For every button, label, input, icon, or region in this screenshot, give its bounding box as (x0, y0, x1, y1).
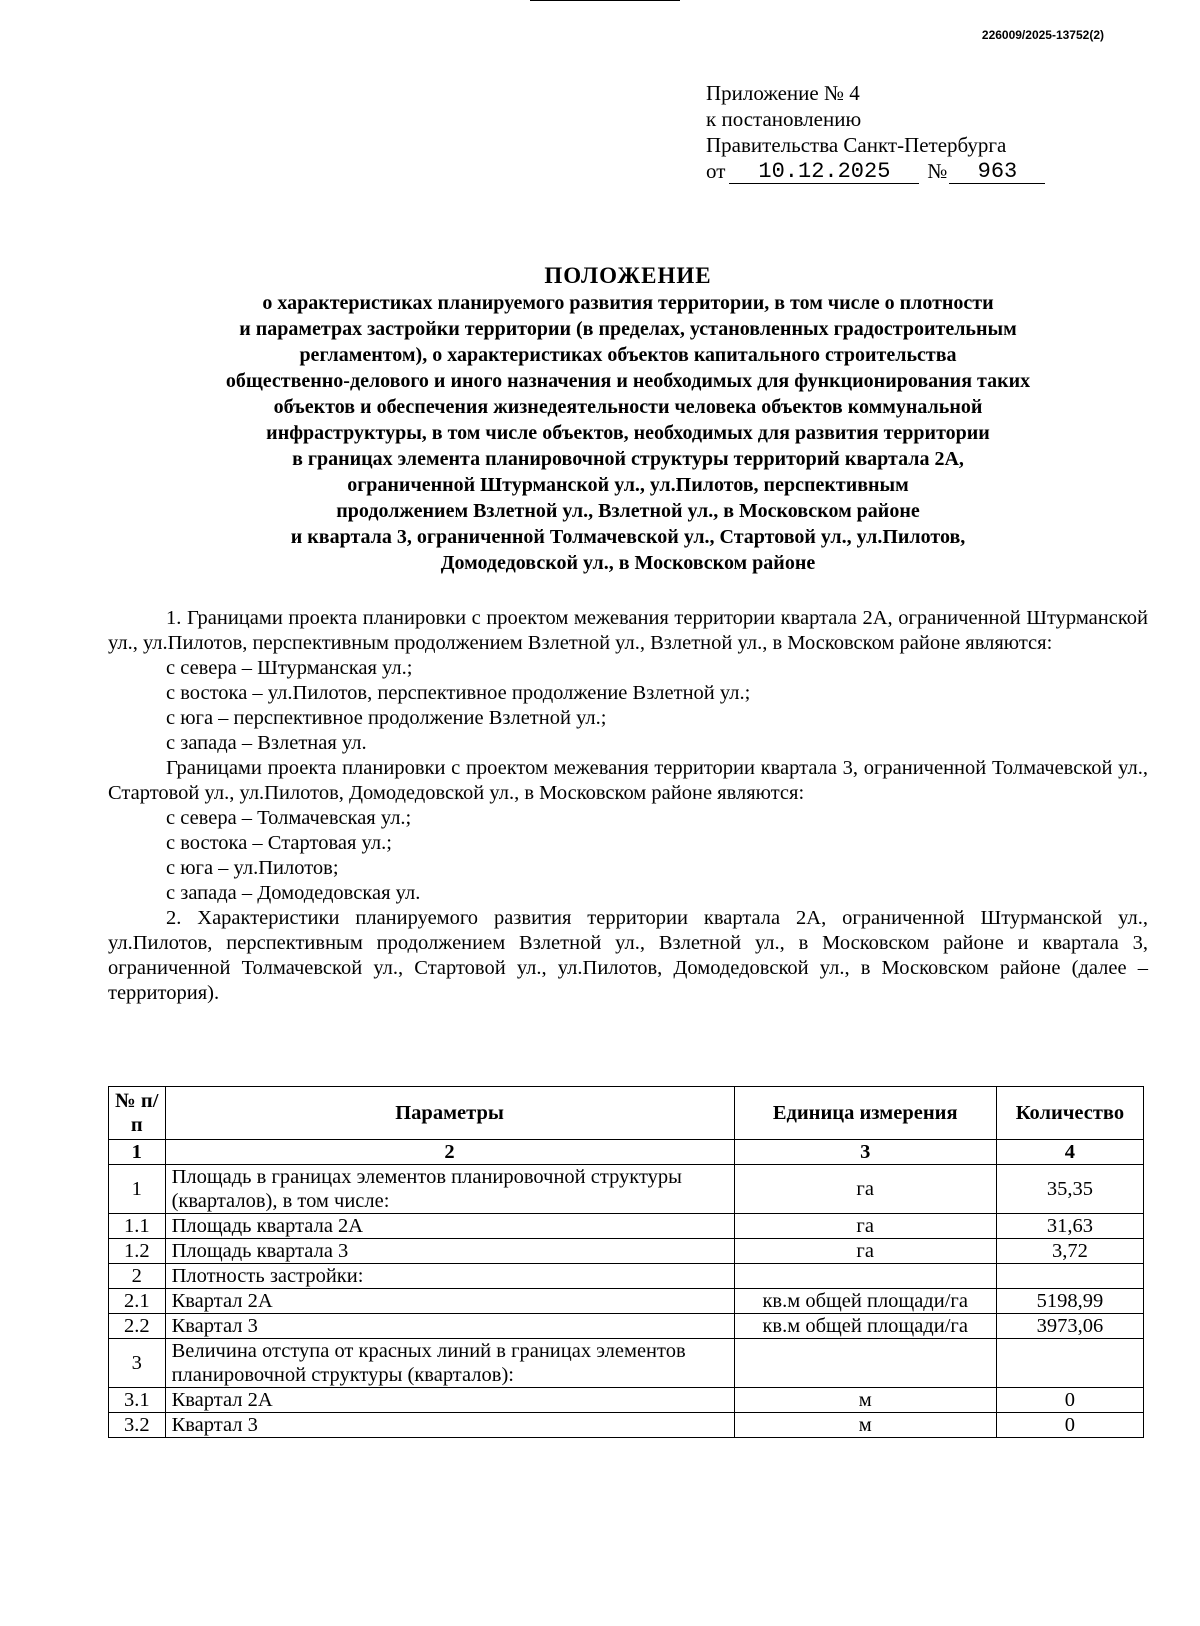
row-number-cell: 1.2 (109, 1239, 166, 1264)
title-line: о характеристиках планируемого развития территории, в том числе о плотности (262, 292, 994, 314)
title-line: объектов и обеспечения жизнедеятельности человека объектов коммунальной (273, 396, 983, 418)
row-unit-cell: га (734, 1239, 996, 1264)
table-row (109, 1165, 1144, 1214)
row-number-cell: 1.1 (109, 1214, 166, 1239)
row-unit-cell: кв.м общей площади/га (734, 1314, 996, 1339)
paragraph-3: 2. Характеристики планируемого развития территории квартала 2А, ограниченной Штурманской ул., ул.Пилотов, перспективным продолжением Взлетной ул., Взлетной ул., в Московском районе и квартала 3, ограниченной Толмачевской ул., Стартовой ул., ул.Пилотов, Домодедовской ул., в Московском районе (далее – территория). (108, 907, 1148, 1004)
row-param-cell: Площадь квартала 3 (165, 1239, 734, 1264)
row-qty-cell: 0 (996, 1413, 1143, 1438)
row-unit-cell: кв.м общей площади/га (734, 1289, 996, 1314)
column-index-row (109, 1140, 1144, 1165)
row-qty-cell: 5198,99 (996, 1289, 1143, 1314)
from-label: от (706, 159, 726, 183)
title-line: регламентом), о характеристиках объектов капитального строительства (299, 344, 957, 366)
row-unit-cell: м (734, 1388, 996, 1413)
index-cell: 2 (165, 1140, 734, 1165)
title-line: и квартала 3, ограниченной Толмачевской ул., Стартовой ул., ул.Пилотов, (290, 526, 966, 548)
annex-line-2: к постановлению (706, 107, 862, 131)
boundary-item: с востока – ул.Пилотов, перспективное продолжение Взлетной ул.; (166, 682, 751, 704)
title-line: инфраструктуры, в том числе объектов, необходимых для развития территории (266, 422, 990, 444)
boundary-item: с юга – ул.Пилотов; (166, 857, 339, 879)
resolution-number: 963 (949, 161, 1045, 184)
row-param-cell: Квартал 3 (165, 1314, 734, 1339)
row-unit-cell (734, 1339, 996, 1388)
number-label: № (927, 159, 948, 183)
table-row (109, 1239, 1144, 1264)
title-line: в границах элемента планировочной структуры территорий квартала 2А, (292, 448, 964, 470)
top-edge-line (530, 0, 680, 1)
row-number-cell: 3.2 (109, 1413, 166, 1438)
boundary-item: с востока – Стартовая ул.; (166, 832, 392, 854)
row-number-cell: 3 (109, 1339, 166, 1388)
row-qty-cell: 3973,06 (996, 1314, 1143, 1339)
title-line: ограниченной Штурманской ул., ул.Пилотов, перспективным (347, 474, 909, 496)
table-row (109, 1289, 1144, 1314)
row-number-cell: 3.1 (109, 1388, 166, 1413)
table-row (109, 1214, 1144, 1239)
document-title (108, 262, 1148, 576)
row-number-cell: 2.2 (109, 1314, 166, 1339)
row-unit-cell (734, 1264, 996, 1289)
boundary-item: с севера – Штурманская ул.; (166, 657, 413, 679)
title-line: общественно-делового и иного назначения и необходимых для функционирования таких (225, 370, 1031, 392)
paragraph-2: Границами проекта планировки с проектом межевания территории квартала 3, ограниченной Толмачевской ул., Стартовой ул., ул.Пилотов, Домодедовской ул., в Московском районе являются: (108, 757, 1148, 804)
row-qty-cell: 31,63 (996, 1214, 1143, 1239)
row-qty-cell: 0 (996, 1388, 1143, 1413)
row-qty-cell (996, 1264, 1143, 1289)
header-qty: Количество (996, 1087, 1143, 1140)
row-number-cell: 2.1 (109, 1289, 166, 1314)
boundary-item: с запада – Домодедовская ул. (166, 882, 421, 904)
row-qty-cell (996, 1339, 1143, 1388)
annex-date-row (706, 158, 1126, 184)
row-param-cell: Площадь квартала 2А (165, 1214, 734, 1239)
table-row (109, 1339, 1144, 1388)
table-row (109, 1413, 1144, 1438)
row-unit-cell: га (734, 1214, 996, 1239)
boundary-item: с юга – перспективное продолжение Взлетной ул.; (166, 707, 607, 729)
header-unit: Единица измерения (734, 1087, 996, 1140)
row-qty-cell: 3,72 (996, 1239, 1143, 1264)
document-id: 226009/2025-13752(2) (981, 28, 1104, 42)
row-number-cell: 1 (109, 1165, 166, 1214)
row-param-cell: Величина отступа от красных линий в границах элементов планировочной структуры (кварталов): (165, 1339, 734, 1388)
annex-line-1: Приложение № 4 (706, 81, 860, 105)
index-cell: 1 (109, 1140, 166, 1165)
header-num: № п/п (109, 1087, 166, 1140)
resolution-date: 10.12.2025 (729, 161, 919, 184)
table-row (109, 1314, 1144, 1339)
paragraph-1: 1. Границами проекта планировки с проектом межевания территории квартала 2А, ограниченной Штурманской ул., ул.Пилотов, перспективным продолжением Взлетной ул., Взлетной ул., в Московском районе являются: (108, 607, 1148, 654)
row-param-cell: Квартал 2А (165, 1388, 734, 1413)
header-params: Параметры (165, 1087, 734, 1140)
annex-block (706, 80, 1126, 184)
annex-line-3: Правительства Санкт-Петербурга (706, 133, 1007, 157)
row-param-cell: Квартал 2А (165, 1289, 734, 1314)
boundary-item: с севера – Толмачевская ул.; (166, 807, 412, 829)
row-qty-cell: 35,35 (996, 1165, 1143, 1214)
row-unit-cell: га (734, 1165, 996, 1214)
title-main: ПОЛОЖЕНИЕ (544, 263, 712, 288)
table-row (109, 1388, 1144, 1413)
title-line: и параметрах застройки территории (в пределах, установленных градостроительным (239, 318, 1017, 340)
table-row (109, 1264, 1144, 1289)
index-cell: 4 (996, 1140, 1143, 1165)
row-param-cell: Площадь в границах элементов планировочной структуры (кварталов), в том числе: (165, 1165, 734, 1214)
parameters-table (108, 1086, 1144, 1438)
table-header-row (109, 1087, 1144, 1140)
row-param-cell: Квартал 3 (165, 1413, 734, 1438)
title-line: Домодедовской ул., в Московском районе (440, 552, 816, 574)
row-unit-cell: м (734, 1413, 996, 1438)
title-line: продолжением Взлетной ул., Взлетной ул., в Московском районе (336, 500, 920, 522)
row-number-cell: 2 (109, 1264, 166, 1289)
document-body (108, 606, 1148, 1006)
boundary-item: с запада – Взлетная ул. (166, 732, 367, 754)
index-cell: 3 (734, 1140, 996, 1165)
row-param-cell: Плотность застройки: (165, 1264, 734, 1289)
